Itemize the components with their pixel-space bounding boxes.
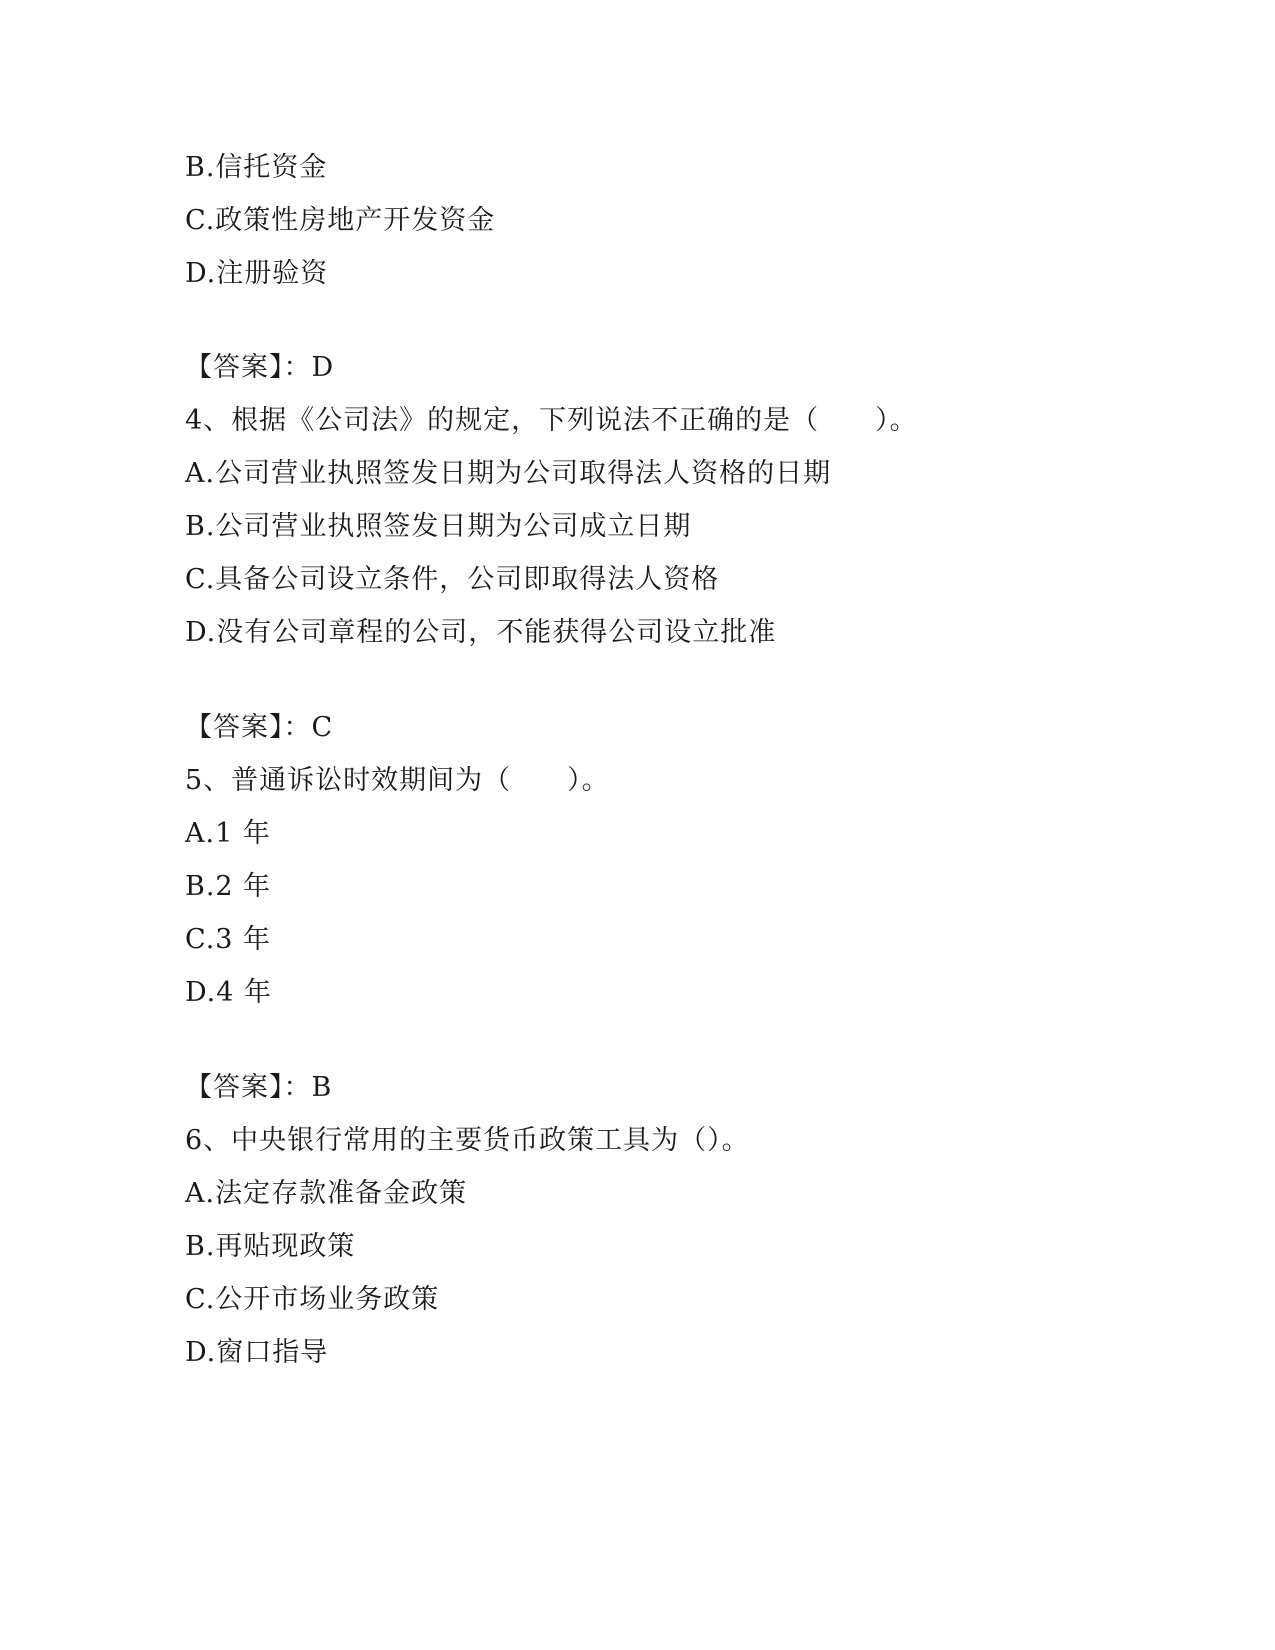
question-4-option-a: A.公司营业执照签发日期为公司取得法人资格的日期 bbox=[185, 458, 832, 489]
answer-prev: 【答案】：D bbox=[185, 352, 335, 383]
option-b-prev: B.信托资金 bbox=[185, 152, 328, 183]
question-6-option-b: B.再贴现政策 bbox=[185, 1231, 356, 1262]
question-5-option-a: A.1 年 bbox=[185, 818, 271, 849]
question-5-stem: 5、普通诉讼时效期间为（ ）。 bbox=[185, 765, 610, 796]
question-5-answer: 【答案】：B bbox=[185, 1072, 333, 1103]
question-4-option-d: D.没有公司章程的公司，不能获得公司设立批准 bbox=[185, 617, 777, 648]
question-4-option-c: C.具备公司设立条件，公司即取得法人资格 bbox=[185, 564, 720, 595]
question-6-stem: 6、中央银行常用的主要货币政策工具为（）。 bbox=[185, 1125, 750, 1156]
question-5-option-c: C.3 年 bbox=[185, 924, 272, 955]
question-6-option-d: D.窗口指导 bbox=[185, 1337, 329, 1368]
question-6-option-a: A.法定存款准备金政策 bbox=[185, 1178, 468, 1209]
question-5-option-d: D.4 年 bbox=[185, 977, 273, 1008]
question-4-option-b: B.公司营业执照签发日期为公司成立日期 bbox=[185, 511, 692, 542]
question-5-option-b: B.2 年 bbox=[185, 871, 272, 902]
option-d-prev: D.注册验资 bbox=[185, 258, 329, 289]
option-c-prev: C.政策性房地产开发资金 bbox=[185, 205, 496, 236]
question-4-stem: 4、根据《公司法》的规定，下列说法不正确的是（ ）。 bbox=[185, 405, 918, 436]
question-6-option-c: C.公开市场业务政策 bbox=[185, 1284, 440, 1315]
question-4-answer: 【答案】：C bbox=[185, 712, 334, 743]
